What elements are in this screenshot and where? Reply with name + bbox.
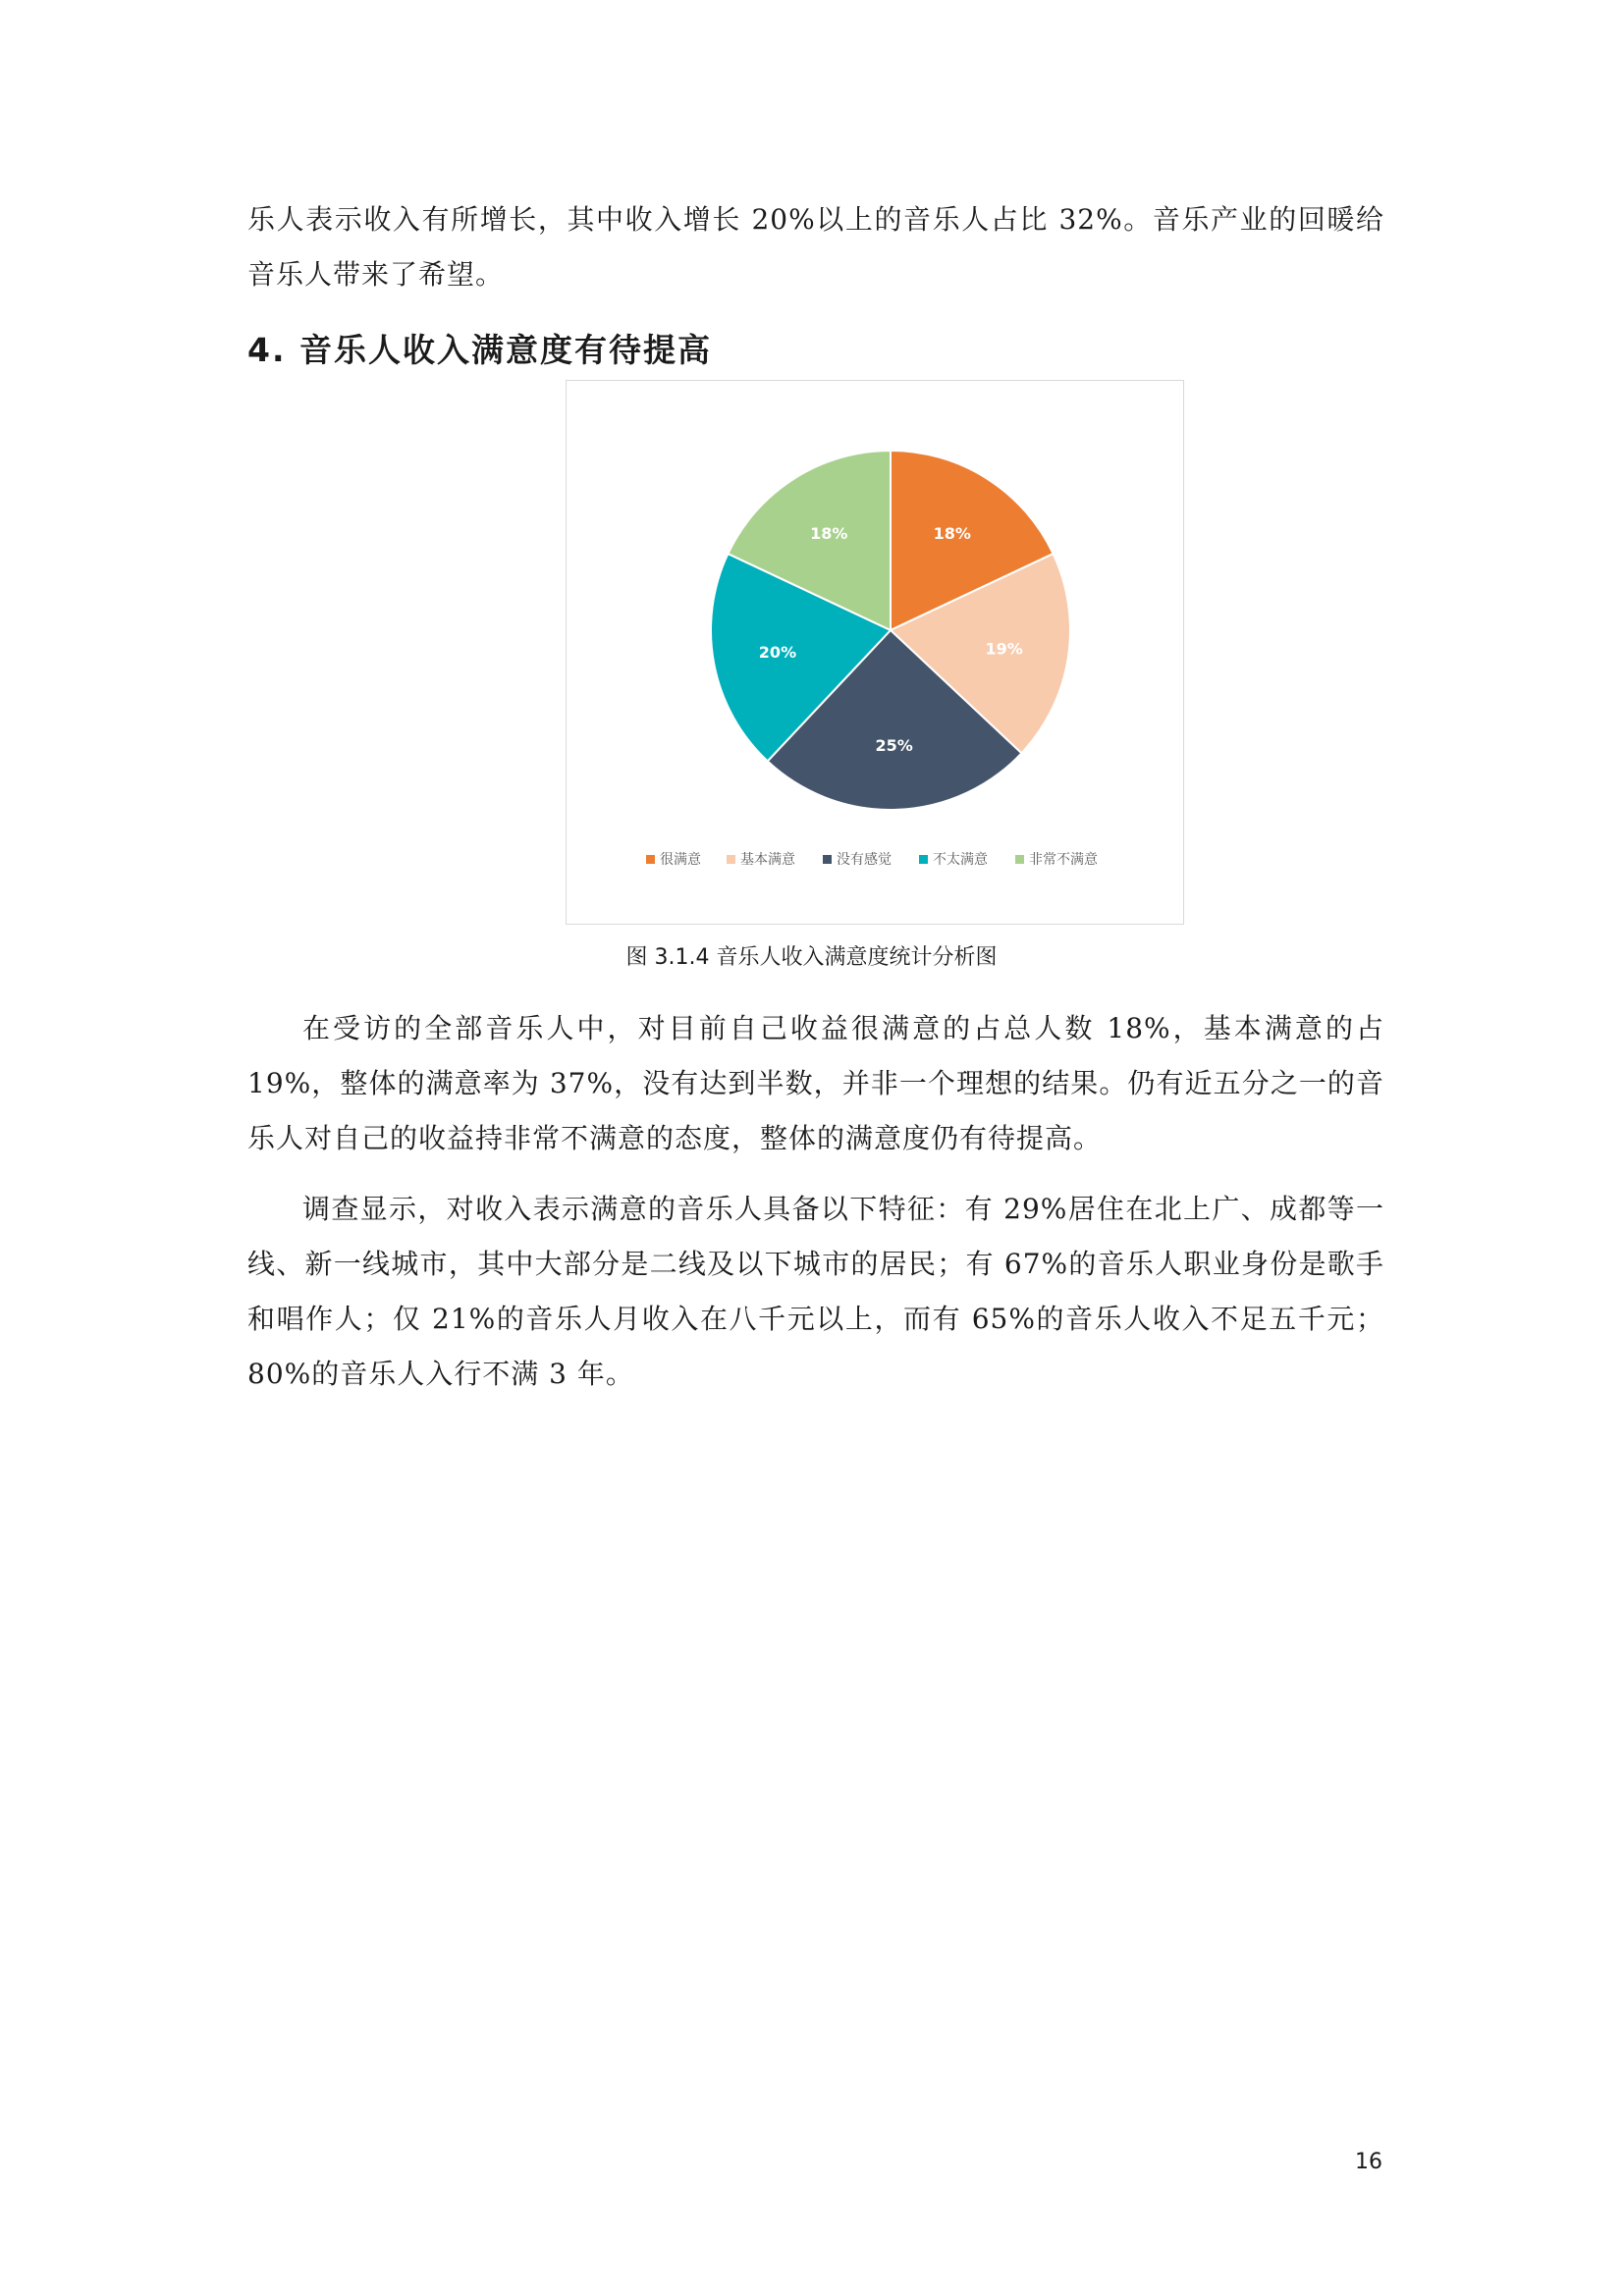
- legend-label-0: 很满意: [660, 852, 701, 868]
- legend-item-2: [823, 851, 892, 868]
- body-paragraph-2: 调查显示，对收入表示满意的音乐人具备以下特征：有 29%居住在北上广、成都等一线、新一线城市，其中大部分是二线及以下城市的居民；有 67%的音乐人职业身份是歌手和唱作人；仅 21%的音乐人月收入在八千元以上，而有 65%的音乐人收入不足五千元；80%的音乐人入行不满 3 年。: [247, 1193, 1384, 1390]
- legend-swatch-2: [823, 855, 832, 864]
- legend-item-0: [646, 851, 701, 868]
- legend-item-3: [919, 851, 988, 868]
- document-body-lower: [247, 1001, 1384, 1402]
- section-heading: 4. 音乐人收入满意度有待提高: [247, 331, 712, 369]
- pie-data-label-0: 18%: [933, 524, 971, 544]
- legend-label-1: 基本满意: [740, 852, 795, 868]
- legend-label-4: 非常不满意: [1029, 852, 1098, 868]
- pie-data-label-3: 20%: [758, 642, 797, 662]
- chart-legend: [646, 851, 1098, 868]
- legend-item-4: [1015, 851, 1098, 868]
- document-body: [247, 192, 1384, 383]
- legend-label-2: 没有感觉: [837, 852, 892, 868]
- legend-swatch-0: [646, 855, 655, 864]
- legend-swatch-1: [727, 855, 735, 864]
- legend-swatch-4: [1015, 855, 1024, 864]
- pie-data-label-1: 19%: [985, 639, 1023, 659]
- pie-data-label-2: 25%: [875, 736, 913, 756]
- pie-chart-frame: [566, 380, 1184, 925]
- legend-label-3: 不太满意: [933, 852, 988, 868]
- intro-paragraph: 乐人表示收入有所增长，其中收入增长 20%以上的音乐人占比 32%。音乐产业的回暖给音乐人带来了希望。: [247, 203, 1384, 291]
- page-number: 16: [1355, 2150, 1382, 2174]
- pie-data-label-4: 18%: [810, 524, 848, 544]
- pie-slices: [711, 451, 1070, 810]
- legend-item-1: [727, 851, 795, 868]
- pie-chart: [567, 381, 1185, 926]
- figure-caption: 图 3.1.4 音乐人收入满意度统计分析图: [625, 945, 998, 970]
- legend-swatch-3: [919, 855, 928, 864]
- body-paragraph-1: 在受访的全部音乐人中，对目前自己收益很满意的占总人数 18%，基本满意的占 19%，整体的满意率为 37%，没有达到半数，并非一个理想的结果。仍有近五分之一的音乐人对自己的收益持非常不满意的态度，整体的满意度仍有待提高。: [247, 1012, 1384, 1154]
